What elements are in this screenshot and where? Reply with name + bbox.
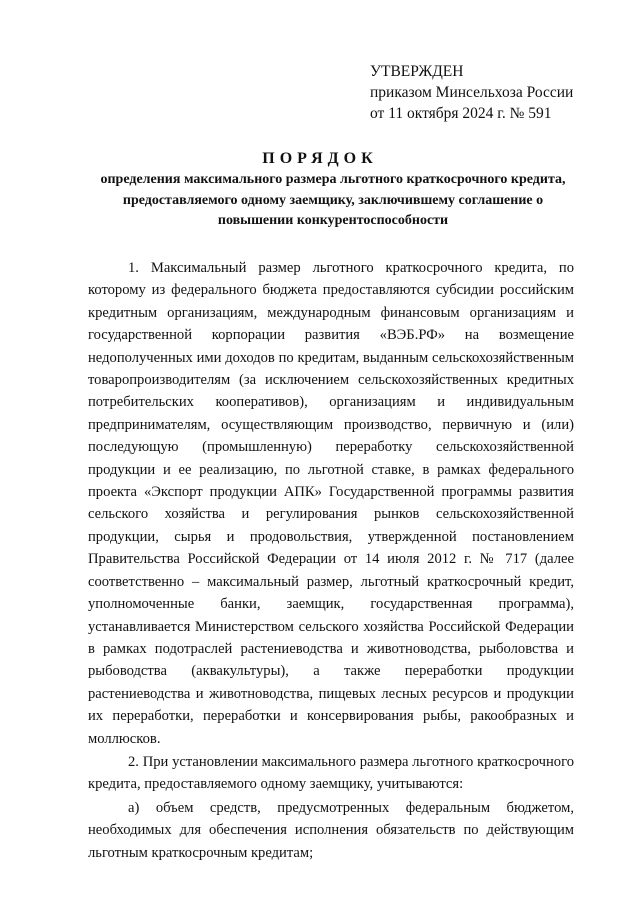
approval-date: от 11 октября 2024 г. № 591 xyxy=(370,105,552,122)
document-body xyxy=(88,257,574,864)
paragraph-2: 2. При установлении максимального размера льготного краткосрочного кредита, предоставляемого одному заемщику, учитываются: xyxy=(88,753,574,793)
paragraph-1: 1. Максимальный размер льготного краткосрочного кредита, по которому из федерального бюджета предоставляются субсидии российским кредитным организациям, международным финансовым организациям и государственной корпорации развития «ВЭБ.РФ» на возмещение недополученных ими доходов по кредитам, выданным сельскохозяйственным товаропроизводителям (за исключением сельскохозяйственных кредитных потребительских кооперативов), организациям и индивидуальным предпринимателям, осуществляющим производство, первичную и (или) последующую (промышленную) переработку сельскохозяйственной продукции и ее реализацию, по льготной ставке, в рамках федерального проекта «Экспорт продукции АПК» Государственной программы развития сельского хозяйства и регулирования рынков сельскохозяйственной продукции, сырья и продовольствия, утвержденной постановлением Правительства Российской Федерации от 14 июля 2012 г. № 717 (далее соответственно – максимальный размер, льготный краткосрочный кредит, уполномоченные банки, заемщик, государственная программа), устанавливается Министерством сельского хозяйства Российской Федерации в рамках подотраслей растениеводства и животноводства, рыболовства и рыбоводства (аквакультуры), а также переработки продукции растениеводства и животноводства, пищевых лесных ресурсов и продукции их переработки, переработки и консервирования рыбы, ракообразных и моллюсков. xyxy=(88,260,574,747)
approval-order: приказом Минсельхоза России xyxy=(370,84,574,101)
document-title: ПОРЯДОК xyxy=(262,150,378,167)
approval-stamp xyxy=(370,61,573,124)
paragraph-2a: а) объем средств, предусмотренных федеральным бюджетом, необходимых для обеспечения исполнения обязательств по действующим льготным краткосрочным кредитам; xyxy=(88,799,574,861)
approval-heading: УТВЕРЖДЕН xyxy=(370,63,464,80)
document-subtitle: определения максимального размера льготного краткосрочного кредита, предоставляемого одному заемщику, заключившему соглашение о повышении конкурентоспособности xyxy=(100,172,566,228)
